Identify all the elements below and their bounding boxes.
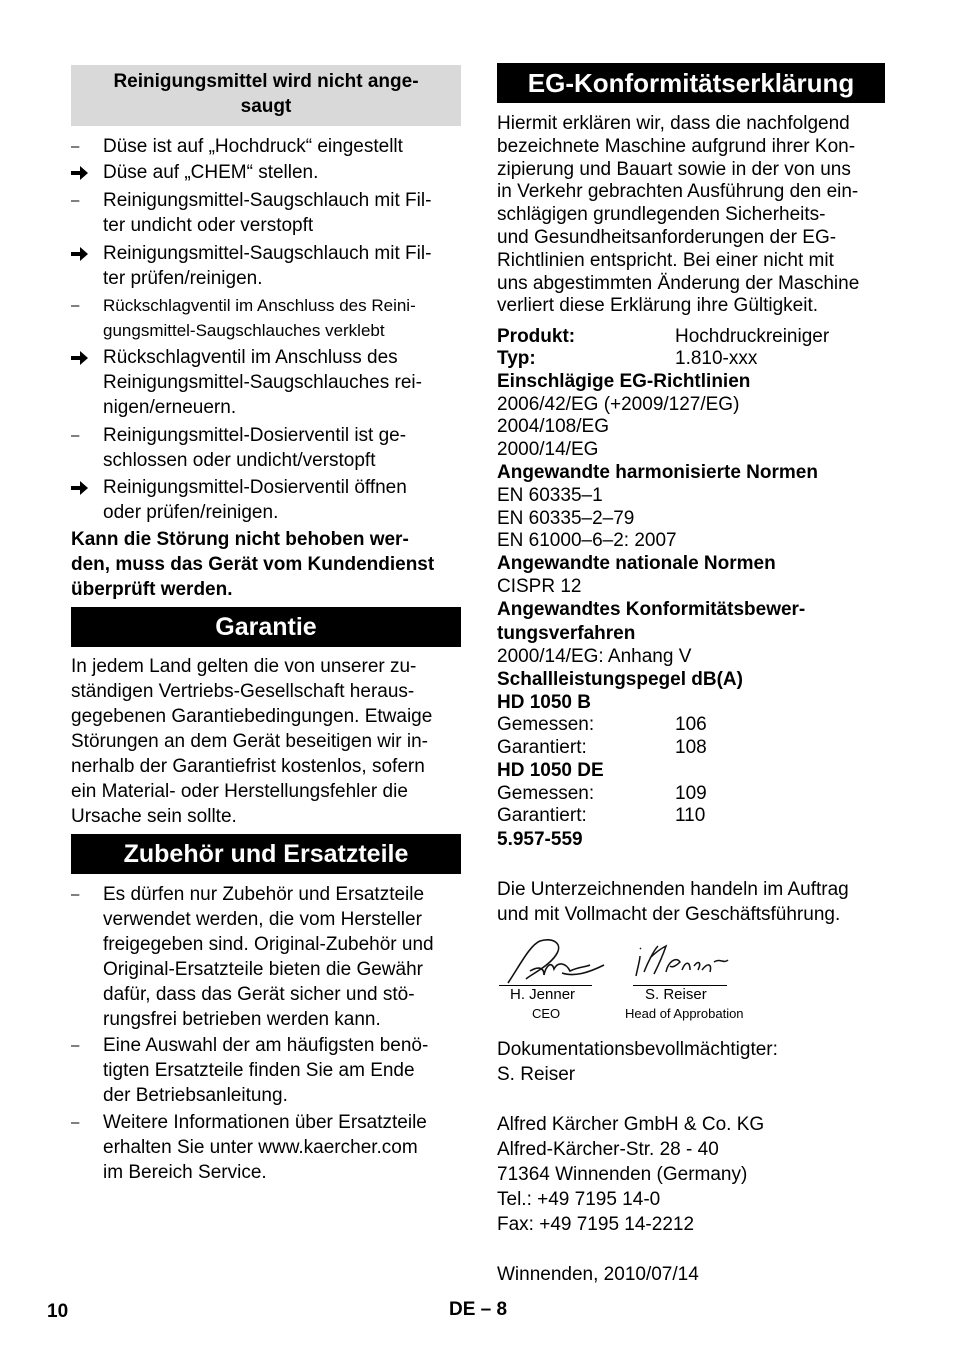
signer2-role: Head of Approbation xyxy=(625,1006,744,1021)
intro-line: und Gesundheitsanforderungen der EG- xyxy=(497,227,837,248)
model1-gemessen-value: 106 xyxy=(675,714,707,735)
verfahren-value: 2000/14/EG: Anhang V xyxy=(497,646,692,667)
zubehoer-item-text: rungsfrei betrieben werden kann. xyxy=(103,1009,381,1030)
dash-bullet: – xyxy=(71,297,80,314)
list-item-text: Reinigungsmittel-Saugschlauch mit Fil- xyxy=(103,190,432,211)
service-note-line: Kann die Störung nicht behoben wer- xyxy=(71,529,409,550)
intro-line: Hiermit erklären wir, dass die nachfolgend xyxy=(497,113,850,134)
model2-heading: HD 1050 DE xyxy=(497,760,604,781)
dok-name: S. Reiser xyxy=(497,1064,576,1085)
model2-garantiert-label: Garantiert: xyxy=(497,805,587,826)
page-number: 10 xyxy=(47,1301,69,1322)
model1-gemessen-label: Gemessen: xyxy=(497,714,595,735)
garantie-line: ständigen Vertriebs-Gesellschaft heraus- xyxy=(71,681,415,702)
verfahren-heading-2: tungsverfahren xyxy=(497,623,636,644)
list-item-text: schlossen oder undicht/verstopft xyxy=(103,450,376,471)
intro-line: uns abgestimmten Änderung der Maschine xyxy=(497,272,860,294)
eg-heading xyxy=(497,63,885,103)
eg-title: EG-Konformitätserklärung xyxy=(527,68,855,98)
list-item-text: ter undicht oder verstopft xyxy=(103,215,314,236)
troubleshoot-heading xyxy=(71,65,461,126)
list-item-text: Reinigungsmittel-Dosierventil öffnen xyxy=(103,477,407,498)
arrow-right-icon xyxy=(71,165,89,181)
place-date: Winnenden, 2010/07/14 xyxy=(497,1264,699,1285)
address-line: Fax: +49 7195 14-2212 xyxy=(497,1214,695,1235)
nat-norm-item: CISPR 12 xyxy=(497,576,582,597)
garantie-line: In jedem Land gelten die von unserer zu- xyxy=(71,656,417,677)
list-item-text: gungsmittel-Saugschlauches verklebt xyxy=(103,321,385,340)
intro-line: verliert diese Erklärung ihre Gültigkeit. xyxy=(497,295,819,317)
zubehoer-item-text: tigten Ersatzteile finden Sie am Ende xyxy=(103,1060,415,1081)
list-item-text: ter prüfen/reinigen. xyxy=(103,268,263,289)
address-line: Alfred Kärcher GmbH & Co. KG xyxy=(497,1114,765,1135)
list-item-text: oder prüfen/reinigen. xyxy=(103,502,279,523)
norm-item: EN 61000–6–2: 2007 xyxy=(497,530,677,551)
service-note-line: den, muss das Gerät vom Kundendienst xyxy=(71,554,435,575)
troubleshoot-heading-line1: Reinigungsmittel wird nicht ange- xyxy=(113,71,419,92)
intro-line: Richtlinien entspricht. Bei einer nicht mit xyxy=(497,249,834,271)
intro-line: in Verkehr gebrachten Ausführung den ein- xyxy=(497,181,859,203)
dash-bullet: – xyxy=(71,1037,80,1054)
zubehoer-item-text: freigegeben sind. Original-Zubehör und xyxy=(103,934,434,955)
garantie-line: Ursache sein sollte. xyxy=(71,806,237,827)
richtlinien-heading: Einschlägige EG-Richtlinien xyxy=(497,371,751,392)
normen-heading: Angewandte harmonisierte Normen xyxy=(497,462,818,483)
model2-gemessen-label: Gemessen: xyxy=(497,783,595,804)
intro-line: zipierung und Bauart sowie in der von uns xyxy=(497,158,851,180)
zubehoer-item-text: Weitere Informationen über Ersatzteile xyxy=(103,1112,427,1133)
garantie-line: gegebenen Garantiebedingungen. Etwaige xyxy=(71,706,433,727)
model2-gemessen-value: 109 xyxy=(675,783,707,804)
garantie-line: ein Material- oder Herstellungsfehler die xyxy=(71,781,408,802)
dash-bullet: – xyxy=(71,138,80,155)
produkt-value: Hochdruckreiniger xyxy=(675,326,830,347)
list-item-text: Rückschlagventil im Anschluss des xyxy=(103,347,398,368)
signer1-role: CEO xyxy=(532,1006,561,1021)
sign-text: und mit Vollmacht der Geschäftsführung. xyxy=(497,904,841,925)
typ-label: Typ: xyxy=(497,348,536,369)
richtlinie-item: 2006/42/EG (+2009/127/EG) xyxy=(497,394,740,415)
dash-bullet: – xyxy=(71,1114,80,1131)
zubehoer-item-text: verwendet werden, die vom Hersteller xyxy=(103,909,422,930)
model1-garantiert-value: 108 xyxy=(675,737,707,758)
troubleshoot-heading-line2: saugt xyxy=(240,96,292,117)
norm-item: EN 60335–2–79 xyxy=(497,508,635,529)
produkt-label: Produkt: xyxy=(497,326,576,347)
zubehoer-title: Zubehör und Ersatzteile xyxy=(123,840,409,868)
model2-garantiert-value: 110 xyxy=(675,805,706,826)
zubehoer-item-text: dafür, dass das Gerät sicher und stö- xyxy=(103,984,415,1005)
list-item-text: Rückschlagventil im Anschluss des Reini- xyxy=(103,296,416,315)
signature-reiser xyxy=(632,942,732,984)
list-item-text: Reinigungsmittel-Dosierventil ist ge- xyxy=(103,425,407,446)
list-item-text: Düse ist auf „Hochdruck“ eingestellt xyxy=(103,136,403,157)
nat-normen-heading: Angewandte nationale Normen xyxy=(497,553,776,574)
zubehoer-item-text: Eine Auswahl der am häufigsten benö- xyxy=(103,1035,429,1056)
arrow-right-icon xyxy=(71,480,89,496)
list-item-text: Düse auf „CHEM“ stellen. xyxy=(103,162,319,183)
service-note-line: überprüft werden. xyxy=(71,579,233,600)
list-item-text: nigen/erneuern. xyxy=(103,397,237,418)
sign-text: Die Unterzeichnenden handeln im Auftrag xyxy=(497,879,849,900)
verfahren-heading-1: Angewandtes Konformitätsbewer- xyxy=(497,599,806,620)
typ-value: 1.810-xxx xyxy=(675,348,758,369)
dok-label: Dokumentationsbevollmächtigter: xyxy=(497,1039,778,1060)
garantie-title: Garantie xyxy=(215,613,317,641)
address-line: 71364 Winnenden (Germany) xyxy=(497,1164,748,1185)
richtlinie-item: 2004/108/EG xyxy=(497,416,609,437)
arrow-right-icon xyxy=(71,246,89,262)
zubehoer-item-text: Original-Ersatzteile bieten die Gewähr xyxy=(103,959,423,980)
dash-bullet: – xyxy=(71,427,80,444)
address-line: Tel.: +49 7195 14-0 xyxy=(497,1189,661,1210)
zubehoer-item-text: Es dürfen nur Zubehör und Ersatzteile xyxy=(103,884,425,905)
garantie-line: Störungen an dem Gerät beseitigen wir in- xyxy=(71,731,428,752)
model1-garantiert-label: Garantiert: xyxy=(497,737,587,758)
garantie-line: nerhalb der Garantiefrist kostenlos, sofern xyxy=(71,756,425,777)
address-line: Alfred-Kärcher-Str. 28 - 40 xyxy=(497,1139,719,1160)
schall-heading: Schallleistungspegel dB(A) xyxy=(497,669,743,690)
signer1-name: H. Jenner xyxy=(510,986,576,1003)
dash-bullet: – xyxy=(71,886,80,903)
list-item-text: Reinigungsmittel-Saugschlauches rei- xyxy=(103,372,422,393)
model1-heading: HD 1050 B xyxy=(497,692,591,713)
garantie-heading xyxy=(71,607,461,647)
zubehoer-item-text: der Betriebsanleitung. xyxy=(103,1085,288,1106)
document-number: 5.957-559 xyxy=(497,829,583,850)
intro-line: schlägigen grundlegenden Sicherheits- xyxy=(497,204,826,226)
zubehoer-heading xyxy=(71,834,461,874)
intro-line: bezeichnete Maschine aufgrund ihrer Kon- xyxy=(497,135,856,157)
norm-item: EN 60335–1 xyxy=(497,485,603,506)
richtlinie-item: 2000/14/EG xyxy=(497,439,599,460)
signer2-name: S. Reiser xyxy=(645,986,707,1003)
zubehoer-item-text: im Bereich Service. xyxy=(103,1162,267,1183)
list-item-text: Reinigungsmittel-Saugschlauch mit Fil- xyxy=(103,243,432,264)
dash-bullet: – xyxy=(71,192,80,209)
section-label: DE – 8 xyxy=(449,1299,508,1320)
arrow-right-icon xyxy=(71,350,89,366)
zubehoer-item-text: erhalten Sie unter www.kaercher.com xyxy=(103,1137,418,1158)
